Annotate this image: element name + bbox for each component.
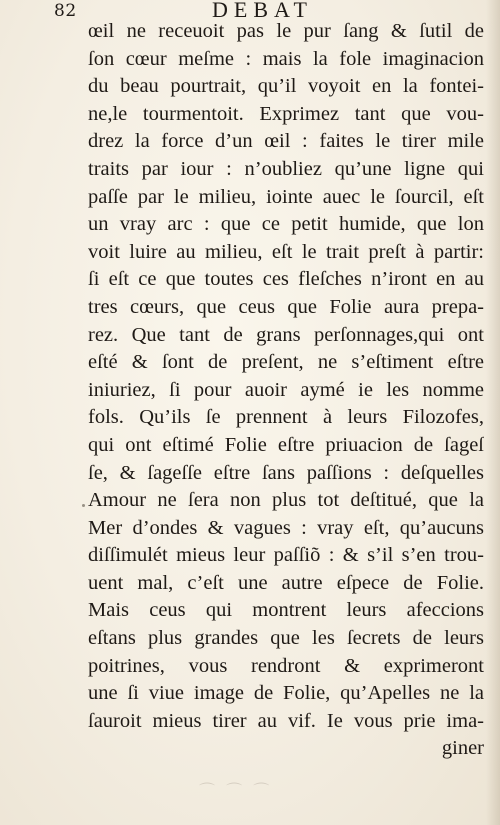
text-line: traits par iour : n’oubliez qu’une ligne qui [88,157,484,180]
ink-speck [82,504,85,507]
text-line: ſi eſt ce que toutes ces fleſches n’iront en au [88,268,484,291]
text-line: uent mal, c’eſt une autre eſpece de Folie. [88,571,484,594]
page-edge-shadow [486,0,500,825]
text-line: un vray arc : que ce petit humide, que lon [88,213,484,236]
text-line: poitrines, vous rendront & exprimeront [88,654,484,677]
text-line: drez la force d’un œil : faites le tirer mile [88,130,484,153]
text-line: Mais ceus qui montrent leurs afeccions [88,599,484,622]
text-line: Amour ne ſera non plus tot deſtitué, que la [88,489,484,512]
text-line: ſe, & ſageſſe eſtre ſans paſſions : deſquelles [88,461,484,484]
text-line: rez. Que tant de grans perſonnages,qui ont [88,323,484,346]
text-line: une ſi viue image de Folie, qu’Apelles ne la [88,682,484,705]
text-line: œil ne receuoit pas le pur ſang & ſutil de [88,20,484,42]
text-line: ne,le tourmentoit. Exprimez tant que vou- [88,102,484,125]
text-line: qui ont eſtimé Folie eſtre priuacion de ſageſ [88,433,484,456]
text-line: diſſimulét mieus leur paſſiõ : & s’il s’en trou- [88,544,484,567]
text-line: ſauroit mieus tirer au vif. Ie vous prie ima- [88,709,484,732]
text-line: fols. Qu’ils ſe prennent à leurs Filozofes, [88,406,484,429]
text-line: voit luire au milieu, eſt le trait preſt à partir: [88,240,484,263]
text-line: eſtans plus grandes que les ſecrets de leurs [88,627,484,650]
text-line: eſté & ſont de preſent, ne s’eſtiment eſtre [88,351,484,374]
text-line: ſon cœur meſme : mais la fole imaginacion [88,47,484,70]
catchword: giner [441,737,484,760]
page-number: 82 [54,1,77,21]
text-line: paſſe par le milieu, iointe auec le ſourcil, eſt [88,185,484,208]
text-line: iniuriez, ſi pour auoir aymé ie les nomme [88,378,484,401]
show-through-marks: ⌒ ⌒ ⌒ [196,781,270,800]
running-head: DEBAT [212,0,313,22]
body-text [88,18,484,763]
text-line: du beau pourtrait, qu’il voyoit en la fontei- [88,75,484,98]
text-line: Mer d’ondes & vagues : vray eſt, qu’aucuns [88,516,484,539]
text-line: tres cœurs, que ceus que Folie aura prepa- [88,295,484,318]
